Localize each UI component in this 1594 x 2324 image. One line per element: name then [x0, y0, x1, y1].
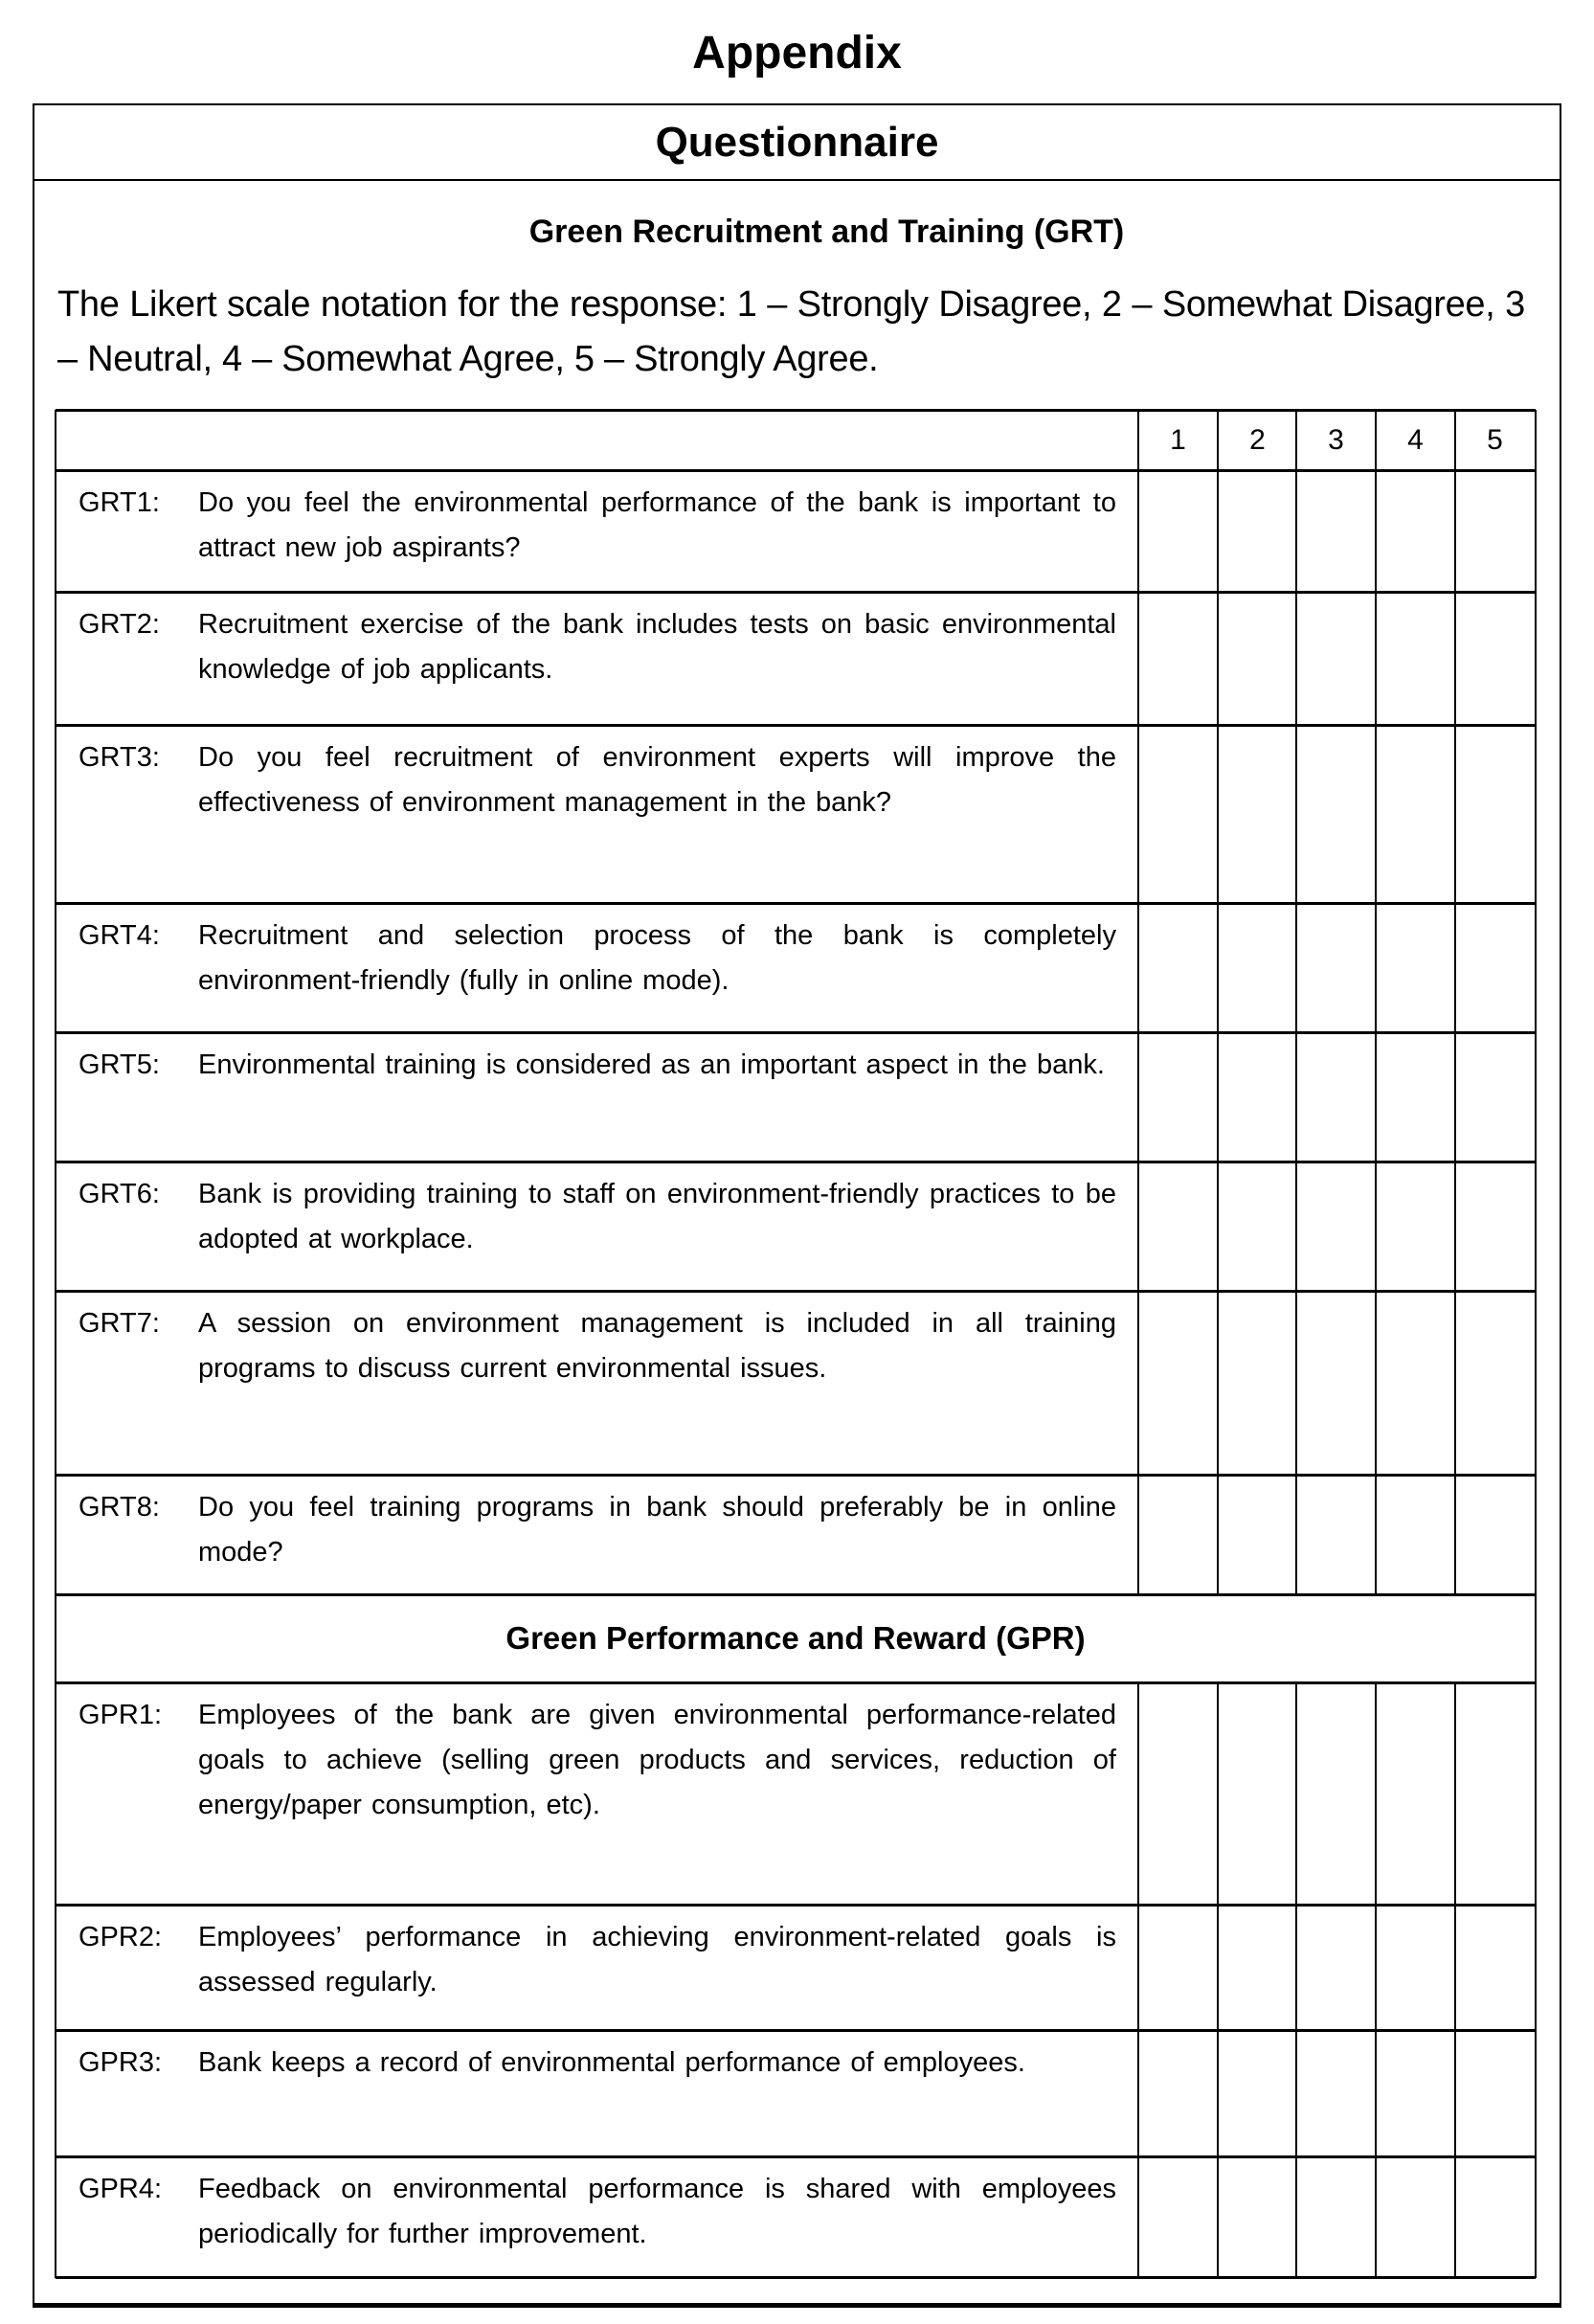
response-cell-grt4-5[interactable]	[1456, 905, 1534, 1031]
question-code: GPR2:	[79, 1922, 163, 1952]
response-cell-grt8-2[interactable]	[1219, 1477, 1296, 1593]
response-cell-grt6-4[interactable]	[1377, 1163, 1454, 1290]
scale-header-4: 4	[1407, 423, 1424, 456]
question-text: Feedback on environmental performance is shared with employees periodically for further improvement.	[198, 2174, 1116, 2249]
response-cell-grt3-5[interactable]	[1456, 727, 1534, 902]
likert-scale-note: The Likert scale notation for the response: 1 – Strongly Disagree, 2 – Somewhat Disagree, 3 – Neutral, 4 – Somewhat Agree, 5 – Strongly Agree.	[57, 284, 1525, 379]
response-cell-gpr4-4[interactable]	[1377, 2158, 1454, 2276]
response-cell-grt8-1[interactable]	[1139, 1477, 1217, 1593]
row-rule	[56, 2276, 1536, 2279]
response-cell-grt4-4[interactable]	[1377, 905, 1454, 1031]
section-title-gpr: Green Performance and Reward (GPR)	[505, 1620, 1086, 1656]
response-cell-grt1-4[interactable]	[1377, 472, 1454, 591]
question-text: Employees of the bank are given environmental performance-related goals to achieve (selling green products and services, reduction of energy/paper consumption, etc).	[198, 1700, 1116, 1820]
question-code: GRT7:	[79, 1308, 160, 1339]
question-text: Recruitment and selection process of the bank is completely environment-friendly (fully in online mode).	[198, 920, 1116, 996]
question-text: Bank keeps a record of environmental performance of employees.	[198, 2047, 1025, 2078]
question-code: GRT6:	[79, 1179, 160, 1209]
response-cell-grt4-1[interactable]	[1139, 905, 1217, 1031]
response-cell-gpr3-2[interactable]	[1219, 2032, 1296, 2155]
response-cell-grt1-2[interactable]	[1219, 472, 1296, 591]
question-row	[79, 602, 1116, 692]
response-cell-gpr1-5[interactable]	[1456, 1684, 1534, 1904]
response-cell-gpr2-2[interactable]	[1219, 1907, 1296, 2029]
response-cell-grt2-1[interactable]	[1139, 594, 1217, 724]
question-row	[79, 1485, 1116, 1575]
response-cell-grt2-5[interactable]	[1456, 594, 1534, 724]
response-cell-grt5-4[interactable]	[1377, 1034, 1454, 1161]
response-cell-grt7-2[interactable]	[1219, 1293, 1296, 1474]
response-cell-grt2-2[interactable]	[1219, 594, 1296, 724]
question-text: A session on environment management is included in all training programs to discuss current environmental issues.	[198, 1308, 1116, 1384]
questionnaire-box-bottom-border	[33, 2303, 1561, 2306]
response-cell-grt6-2[interactable]	[1219, 1163, 1296, 1290]
response-cell-grt7-4[interactable]	[1377, 1293, 1454, 1474]
response-cell-grt6-5[interactable]	[1456, 1163, 1534, 1290]
table-right-border	[1535, 410, 1537, 2278]
question-row	[79, 2167, 1116, 2257]
question-row	[79, 1172, 1116, 1262]
response-cell-grt7-1[interactable]	[1139, 1293, 1217, 1474]
scale-header-1: 1	[1170, 423, 1186, 456]
questionnaire-table	[56, 410, 1536, 2277]
section-title-grt: Green Recruitment and Training (GRT)	[528, 214, 1125, 250]
question-code: GPR4:	[79, 2174, 163, 2204]
response-cell-gpr3-4[interactable]	[1377, 2032, 1454, 2155]
question-code: GRT3:	[79, 742, 160, 773]
question-row	[79, 1043, 1116, 1088]
table-left-border	[55, 410, 56, 2278]
response-cell-gpr2-1[interactable]	[1139, 1907, 1217, 2029]
response-cell-grt1-3[interactable]	[1297, 472, 1375, 591]
question-row	[79, 1301, 1116, 1391]
response-cell-grt3-2[interactable]	[1219, 727, 1296, 902]
response-cell-gpr1-1[interactable]	[1139, 1684, 1217, 1904]
response-cell-grt1-1[interactable]	[1139, 472, 1217, 591]
question-code: GPR3:	[79, 2047, 163, 2078]
response-cell-grt6-1[interactable]	[1139, 1163, 1217, 1290]
response-cell-gpr2-4[interactable]	[1377, 1907, 1454, 2029]
question-text: Do you feel recruitment of environment experts will improve the effectiveness of environment management in the bank?	[198, 742, 1116, 818]
response-cell-grt3-4[interactable]	[1377, 727, 1454, 902]
response-cell-grt1-5[interactable]	[1456, 472, 1534, 591]
response-cell-grt7-5[interactable]	[1456, 1293, 1534, 1474]
question-code: GRT4:	[79, 920, 160, 951]
response-cell-grt3-3[interactable]	[1297, 727, 1375, 902]
response-cell-grt4-3[interactable]	[1297, 905, 1375, 1031]
response-cell-grt2-4[interactable]	[1377, 594, 1454, 724]
response-cell-gpr2-3[interactable]	[1297, 1907, 1375, 2029]
response-cell-grt4-2[interactable]	[1219, 905, 1296, 1031]
question-text: Recruitment exercise of the bank includes tests on basic environmental knowledge of job applicants.	[198, 609, 1116, 685]
response-cell-grt7-3[interactable]	[1297, 1293, 1375, 1474]
response-cell-gpr2-5[interactable]	[1456, 1907, 1534, 2029]
response-cell-grt8-3[interactable]	[1297, 1477, 1375, 1593]
question-row	[79, 481, 1116, 571]
response-cell-gpr1-4[interactable]	[1377, 1684, 1454, 1904]
response-cell-grt5-5[interactable]	[1456, 1034, 1534, 1161]
response-cell-gpr4-3[interactable]	[1297, 2158, 1375, 2276]
question-code: GRT1:	[79, 487, 160, 518]
page-title: Appendix	[692, 28, 902, 79]
scale-header-2: 2	[1249, 423, 1266, 456]
response-cell-gpr4-5[interactable]	[1456, 2158, 1534, 2276]
scale-header-3: 3	[1328, 423, 1344, 456]
response-cell-grt3-1[interactable]	[1139, 727, 1217, 902]
response-cell-gpr3-5[interactable]	[1456, 2032, 1534, 2155]
scale-header-5: 5	[1487, 423, 1503, 456]
response-cell-grt8-5[interactable]	[1456, 1477, 1534, 1593]
response-cell-grt2-3[interactable]	[1297, 594, 1375, 724]
question-row	[79, 1693, 1116, 1828]
question-text: Environmental training is considered as an important aspect in the bank.	[198, 1049, 1105, 1080]
question-row	[79, 2041, 1116, 2086]
question-text: Do you feel training programs in bank should preferably be in online mode?	[198, 1492, 1116, 1568]
question-row	[79, 1915, 1116, 2005]
response-cell-gpr1-3[interactable]	[1297, 1684, 1375, 1904]
response-cell-gpr4-1[interactable]	[1139, 2158, 1217, 2276]
response-cell-grt6-3[interactable]	[1297, 1163, 1375, 1290]
question-row	[79, 914, 1116, 1004]
response-cell-grt5-3[interactable]	[1297, 1034, 1375, 1161]
response-cell-gpr1-2[interactable]	[1219, 1684, 1296, 1904]
response-cell-grt8-4[interactable]	[1377, 1477, 1454, 1593]
question-code: GPR1:	[79, 1700, 163, 1730]
response-cell-gpr4-2[interactable]	[1219, 2158, 1296, 2276]
question-text: Do you feel the environmental performance of the bank is important to attract new job aspirants?	[198, 487, 1116, 563]
response-cell-gpr3-3[interactable]	[1297, 2032, 1375, 2155]
question-code: GRT8:	[79, 1492, 160, 1523]
question-code: GRT2:	[79, 609, 160, 640]
questionnaire-heading: Questionnaire	[34, 105, 1560, 181]
response-cell-grt5-2[interactable]	[1219, 1034, 1296, 1161]
response-cell-grt5-1[interactable]	[1139, 1034, 1217, 1161]
response-cell-gpr3-1[interactable]	[1139, 2032, 1217, 2155]
question-text: Employees’ performance in achieving environment-related goals is assessed regularly.	[198, 1922, 1116, 1997]
question-row	[79, 735, 1116, 825]
question-code: GRT5:	[79, 1049, 160, 1080]
question-text: Bank is providing training to staff on environment-friendly practices to be adopted at workplace.	[198, 1179, 1116, 1254]
